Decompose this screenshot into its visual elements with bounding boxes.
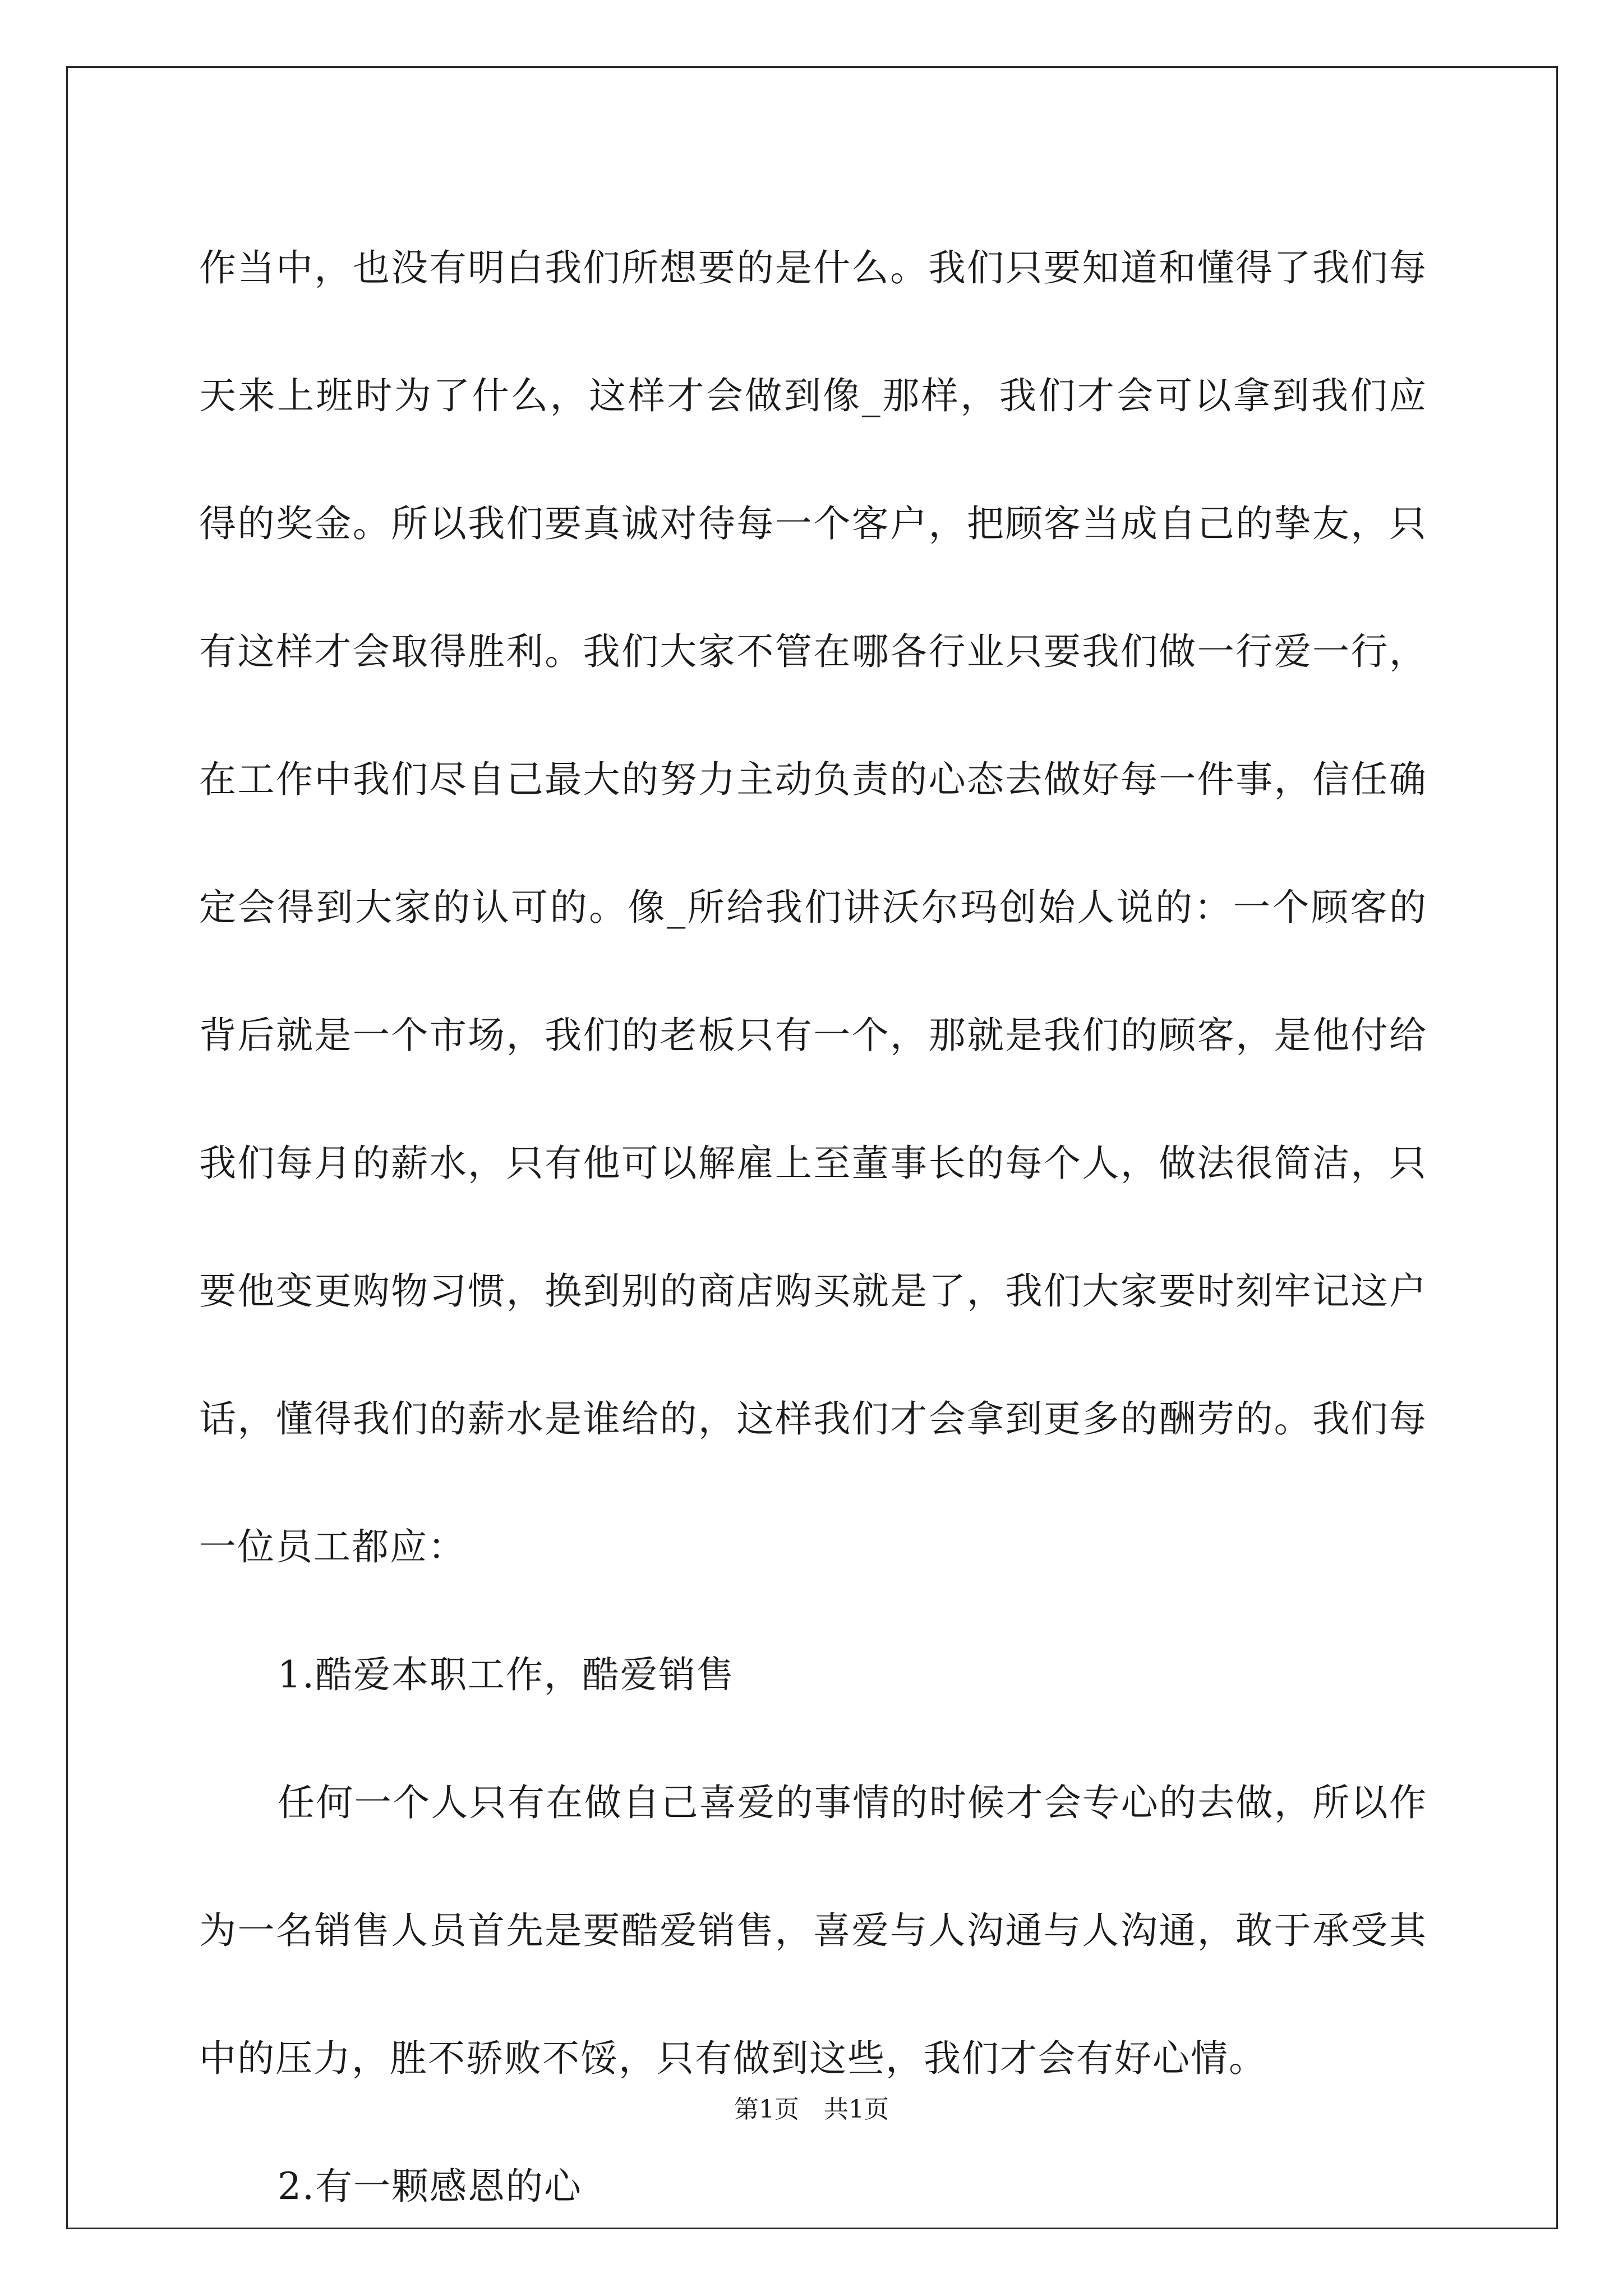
document-body [199, 204, 1427, 2251]
heading-item-2: 2.有一颗感恩的心 [278, 2165, 582, 2208]
paragraph-item-1: 任何一个人只有在做自己喜爱的事情的时候才会专心的去做，所以作为一名销售人员首先是要酷爱销售，喜爱与人沟通与人沟通，敢于承受其中的压力，胜不骄败不馁，只有做到这些，我们才会有好心情。 [199, 1781, 1427, 2080]
paragraph-continuation: 作当中，也没有明白我们所想要的是什么。我们只要知道和懂得了我们每天来上班时为了什么，这样才会做到像_那样，我们才会可以拿到我们应得的奖金。所以我们要真诚对待每一个客户，把顾客当成自己的挚友，只有这样才会取得胜利。我们大家不管在哪各行业只要我们做一行爱一行，在工作中我们尽自己最大的努力主动负责的心态去做好每一件事，信任确定会得到大家的认可的。像_所给我们讲沃尔玛创始人说的：一个顾客的背后就是一个市场，我们的老板只有一个，那就是我们的顾客，是他付给我们每月的薪水，只有他可以解雇上至董事长的每个人，做法很简洁，只要他变更购物习惯，换到别的商店购买就是了，我们大家要时刻牢记这户话，懂得我们的薪水是谁给的，这样我们才会拿到更多的酬劳的。我们每一位员工都应： [199, 246, 1427, 1568]
heading-item-1: 1.酷爱本职工作，酷爱销售 [278, 1653, 735, 1696]
page-footer: 第1页 共1页 [734, 2095, 889, 2124]
